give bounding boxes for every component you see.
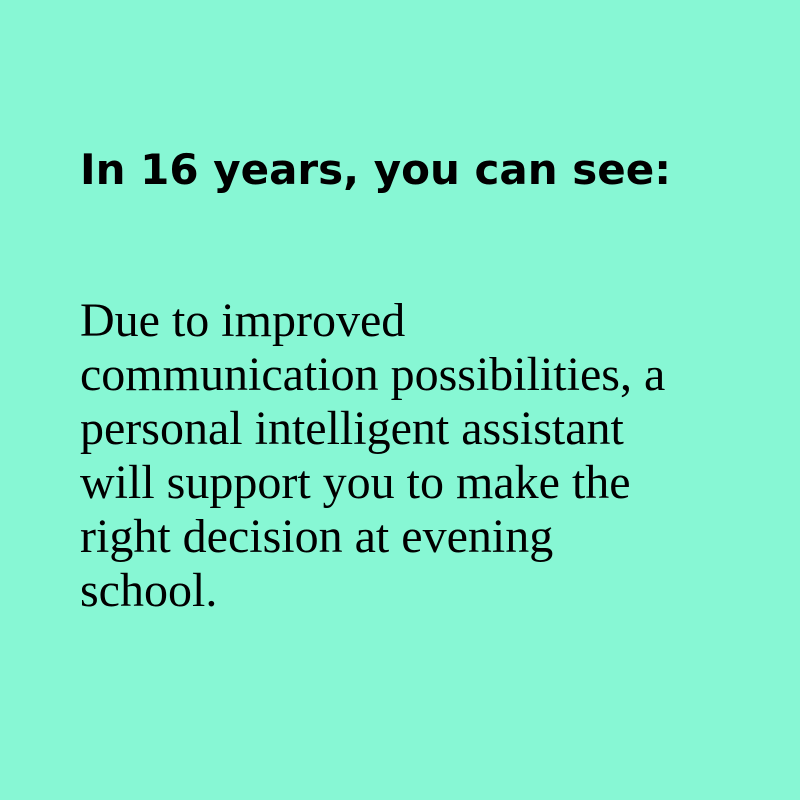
card-body-text: Due to improved communication possibilities, a personal intelligent assistant will support you to make the right decision at evening school.	[80, 294, 666, 617]
card-heading: In 16 years, you can see:	[80, 145, 671, 194]
